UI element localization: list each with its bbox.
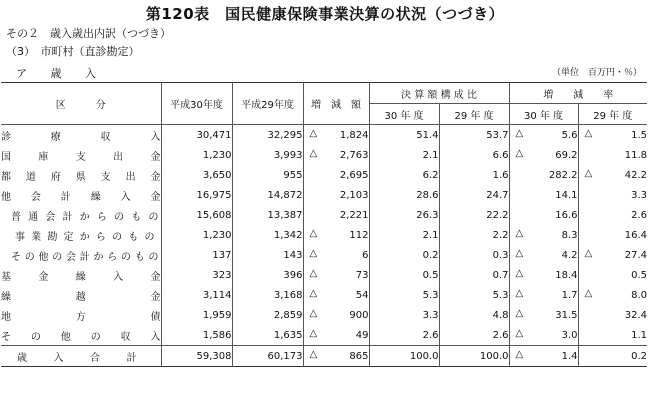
triangle-mark: △ bbox=[515, 349, 524, 360]
cell-change-29: △ 27.4 bbox=[578, 245, 647, 265]
header-ratio-29: 29 年 度 bbox=[439, 104, 509, 125]
triangle-mark: △ bbox=[309, 349, 318, 360]
cell-diff: 2,103 bbox=[303, 185, 369, 205]
header-h30: 平成30年度 bbox=[161, 83, 232, 125]
row-label: 国庫支出金 bbox=[1, 151, 161, 163]
row-label: 地方債 bbox=[1, 311, 161, 323]
header-ratio-group: 決 算 額 構 成 比 bbox=[369, 83, 509, 104]
cell-ratio-29: 0.7 bbox=[439, 265, 509, 285]
row-label: 事業勘定からのもの bbox=[15, 231, 155, 243]
cell-h29: 2,859 bbox=[232, 305, 303, 325]
cell-ratio-29: 5.3 bbox=[439, 285, 509, 305]
cell-h29: 396 bbox=[232, 265, 303, 285]
cell-h30: 15,608 bbox=[161, 205, 232, 225]
cell-h30: 16,975 bbox=[161, 185, 232, 205]
subtitle-municipality: （3） 市町村（直診勘定） bbox=[6, 45, 140, 58]
cell-ratio-30: 100.0 bbox=[369, 346, 439, 367]
cell-change-29: △ 42.2 bbox=[578, 165, 647, 185]
cell-ratio-29: 2.2 bbox=[439, 225, 509, 245]
cell-change-30: 282.2 bbox=[509, 165, 578, 185]
cell-ratio-29: 22.2 bbox=[439, 205, 509, 225]
triangle-mark: △ bbox=[309, 308, 318, 319]
cell-diff: 2,695 bbox=[303, 165, 369, 185]
cell-diff: △ 49 bbox=[303, 325, 369, 346]
header-diff: 増 減 額 bbox=[303, 83, 369, 125]
table-row bbox=[1, 325, 647, 346]
cell-change-30: 16.6 bbox=[509, 205, 578, 225]
cell-ratio-29: 6.6 bbox=[439, 145, 509, 165]
cell-change-29: 32.4 bbox=[578, 305, 647, 325]
cell-diff: △ 54 bbox=[303, 285, 369, 305]
cell-ratio-30: 6.2 bbox=[369, 165, 439, 185]
cell-change-29: 2.6 bbox=[578, 205, 647, 225]
cell-change-30: △ 4.2 bbox=[509, 245, 578, 265]
table-row bbox=[1, 125, 647, 146]
cell-ratio-30: 2.1 bbox=[369, 225, 439, 245]
table-row bbox=[1, 185, 647, 205]
row-label: 歳入合計 bbox=[1, 346, 161, 367]
cell-h29: 3,993 bbox=[232, 145, 303, 165]
cell-h30: 3,650 bbox=[161, 165, 232, 185]
cell-ratio-30: 28.6 bbox=[369, 185, 439, 205]
cell-diff: △ 900 bbox=[303, 305, 369, 325]
subtitle-breakdown: その２ 歳入歳出内訳（つづき） bbox=[6, 27, 171, 40]
cell-change-30: △ 5.6 bbox=[509, 125, 578, 146]
cell-ratio-30: 0.5 bbox=[369, 265, 439, 285]
row-label: 都道府県支出金 bbox=[1, 171, 161, 183]
cell-h30: 137 bbox=[161, 245, 232, 265]
cell-ratio-29: 2.6 bbox=[439, 325, 509, 346]
cell-change-30: △ 1.4 bbox=[509, 346, 578, 367]
table-row bbox=[1, 145, 647, 165]
cell-h29: 32,295 bbox=[232, 125, 303, 146]
cell-change-29: 11.8 bbox=[578, 145, 647, 165]
cell-change-30: △ 1.7 bbox=[509, 285, 578, 305]
triangle-mark: △ bbox=[309, 248, 318, 259]
triangle-mark: △ bbox=[309, 288, 318, 299]
triangle-mark: △ bbox=[515, 148, 524, 159]
cell-ratio-30: 5.3 bbox=[369, 285, 439, 305]
cell-diff: △ 73 bbox=[303, 265, 369, 285]
triangle-mark: △ bbox=[515, 328, 524, 339]
page-title: 第120表 国民健康保険事業決算の状況（つづき） bbox=[145, 5, 505, 23]
cell-ratio-30: 0.2 bbox=[369, 245, 439, 265]
header-category: 区 分 bbox=[1, 83, 161, 125]
cell-ratio-29: 1.6 bbox=[439, 165, 509, 185]
triangle-mark: △ bbox=[515, 268, 524, 279]
triangle-mark: △ bbox=[515, 248, 524, 259]
triangle-mark: △ bbox=[515, 308, 524, 319]
row-label: 診療収入 bbox=[1, 131, 161, 143]
header-change-30: 30 年 度 bbox=[509, 104, 578, 125]
table-row bbox=[1, 265, 647, 285]
table-row bbox=[1, 165, 647, 185]
triangle-mark: △ bbox=[515, 228, 524, 239]
cell-change-29: 0.2 bbox=[578, 346, 647, 367]
row-label: 他会計繰入金 bbox=[1, 191, 161, 203]
table-row bbox=[1, 225, 647, 245]
cell-h30: 1,230 bbox=[161, 145, 232, 165]
cell-change-30: △ 8.3 bbox=[509, 225, 578, 245]
cell-ratio-30: 2.1 bbox=[369, 145, 439, 165]
revenue-table bbox=[1, 82, 647, 367]
header-h29: 平成29年度 bbox=[232, 83, 303, 125]
cell-change-29: 16.4 bbox=[578, 225, 647, 245]
cell-h29: 143 bbox=[232, 245, 303, 265]
header-change-29: 29 年 度 bbox=[578, 104, 647, 125]
cell-diff: 2,221 bbox=[303, 205, 369, 225]
cell-change-29: 1.1 bbox=[578, 325, 647, 346]
triangle-mark: △ bbox=[309, 148, 318, 159]
table-row bbox=[1, 205, 647, 225]
cell-ratio-30: 51.4 bbox=[369, 125, 439, 146]
header-ratio-30: 30 年 度 bbox=[369, 104, 439, 125]
triangle-mark: △ bbox=[309, 128, 318, 139]
cell-ratio-29: 100.0 bbox=[439, 346, 509, 367]
cell-h30: 323 bbox=[161, 265, 232, 285]
section-label: ア 歳 入 bbox=[16, 67, 106, 80]
triangle-mark: △ bbox=[309, 228, 318, 239]
row-label: 基金繰入金 bbox=[1, 271, 161, 283]
cell-diff: △ 2,763 bbox=[303, 145, 369, 165]
cell-h29: 13,387 bbox=[232, 205, 303, 225]
cell-h30: 30,471 bbox=[161, 125, 232, 146]
table-row bbox=[1, 245, 647, 265]
row-label: 繰越金 bbox=[1, 291, 161, 303]
cell-change-30: △ 18.4 bbox=[509, 265, 578, 285]
cell-h29: 14,872 bbox=[232, 185, 303, 205]
unit-label: （単位 百万円・％） bbox=[551, 68, 642, 78]
cell-change-29: 3.3 bbox=[578, 185, 647, 205]
cell-ratio-29: 4.8 bbox=[439, 305, 509, 325]
triangle-mark: △ bbox=[309, 328, 318, 339]
cell-change-29: △ 1.5 bbox=[578, 125, 647, 146]
cell-h30: 3,114 bbox=[161, 285, 232, 305]
cell-change-30: △ 31.5 bbox=[509, 305, 578, 325]
row-label: 普通会計からのもの bbox=[11, 211, 159, 223]
triangle-mark: △ bbox=[515, 288, 524, 299]
triangle-mark: △ bbox=[584, 128, 593, 139]
cell-diff: △ 865 bbox=[303, 346, 369, 367]
cell-change-30: △ 69.2 bbox=[509, 145, 578, 165]
triangle-mark: △ bbox=[584, 248, 593, 259]
cell-change-29: 0.5 bbox=[578, 265, 647, 285]
header-change-group: 増 減 率 bbox=[509, 83, 647, 104]
cell-diff: △ 1,824 bbox=[303, 125, 369, 146]
table-row bbox=[1, 305, 647, 325]
table-body bbox=[1, 125, 647, 367]
row-label: その他の会計からのもの bbox=[11, 251, 159, 263]
triangle-mark: △ bbox=[309, 268, 318, 279]
cell-h30: 1,586 bbox=[161, 325, 232, 346]
cell-ratio-30: 26.3 bbox=[369, 205, 439, 225]
cell-change-29: △ 8.0 bbox=[578, 285, 647, 305]
cell-h30: 1,959 bbox=[161, 305, 232, 325]
triangle-mark: △ bbox=[515, 128, 524, 139]
cell-h29: 60,173 bbox=[232, 346, 303, 367]
cell-h30: 59,308 bbox=[161, 346, 232, 367]
cell-diff: △ 112 bbox=[303, 225, 369, 245]
cell-change-30: 14.1 bbox=[509, 185, 578, 205]
triangle-mark: △ bbox=[584, 168, 593, 179]
cell-h29: 1,342 bbox=[232, 225, 303, 245]
cell-h29: 1,635 bbox=[232, 325, 303, 346]
cell-ratio-29: 53.7 bbox=[439, 125, 509, 146]
triangle-mark: △ bbox=[584, 288, 593, 299]
cell-ratio-29: 0.3 bbox=[439, 245, 509, 265]
cell-ratio-30: 2.6 bbox=[369, 325, 439, 346]
cell-change-30: △ 3.0 bbox=[509, 325, 578, 346]
cell-h29: 3,168 bbox=[232, 285, 303, 305]
table-row bbox=[1, 285, 647, 305]
row-label: その他の収入 bbox=[1, 331, 161, 343]
table-row bbox=[1, 346, 647, 367]
cell-h30: 1,230 bbox=[161, 225, 232, 245]
cell-diff: △ 6 bbox=[303, 245, 369, 265]
cell-ratio-30: 3.3 bbox=[369, 305, 439, 325]
cell-ratio-29: 24.7 bbox=[439, 185, 509, 205]
cell-h29: 955 bbox=[232, 165, 303, 185]
